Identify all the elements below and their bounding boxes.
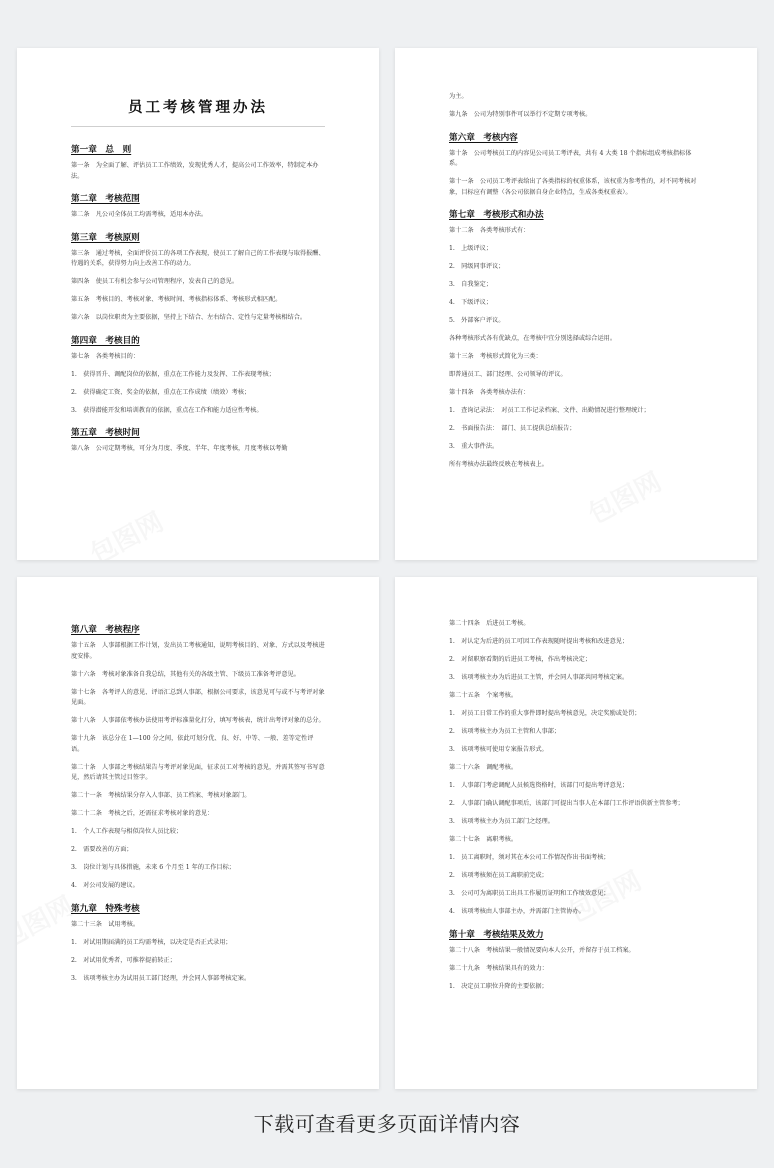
page-content <box>449 92 703 478</box>
paragraph: 3. 该项考核主办为员工部门之经理。 <box>449 818 554 825</box>
paragraph: 2. 书面报告法： 部门、员工提供总结报告； <box>449 425 576 432</box>
chapter-heading: 第一章 总 则 <box>71 145 132 155</box>
paragraph: 第三条 通过考核，全面评价员工的各项工作表现，使员工了解自己的工作表现与取得报酬、待遇的关系，获得努力向上改善工作的动力。 <box>71 249 325 267</box>
document-title: 员工考核管理办法 <box>71 96 325 127</box>
paragraph: 第二十二条 考核之后，还需征求考核对象的意见： <box>71 810 214 817</box>
paragraph: 3. 重大事件法。 <box>449 443 499 450</box>
paragraph: 第一条 为全面了解、评估员工工作绩效，发现优秀人才，提高公司工作效率，特制定本办法。 <box>71 162 319 180</box>
paragraph: 第十条 公司考核员工的内容见公司员工考评表，共有 4 大类 18 个指标组成考核指标体系。 <box>449 149 692 167</box>
paragraph: 2. 人事部门确认调配事项后，该部门可提出当事人在本部门工作评语供新主管参考； <box>449 800 684 807</box>
paragraph: 第十二条 各类考核形式有： <box>449 227 530 234</box>
watermark <box>83 502 169 560</box>
paragraph: 2. 该项考核主办为员工主管和人事部； <box>449 728 561 735</box>
paragraph: 第五条 考核目的、考核对象、考核时间、考核指标体系、考核形式相匹配。 <box>71 296 282 303</box>
paragraph: 所有考核办法最终反映在考核表上。 <box>449 461 548 468</box>
paragraph: 3. 岗位计划与具体措施，未来 6 个月至 1 年的工作目标； <box>71 864 235 871</box>
download-more-caption: 下载可查看更多页面详情内容 <box>253 1112 521 1136</box>
paragraph: 第二十四条 后进员工考核。 <box>449 620 530 627</box>
paragraph: 1. 员工离职时，须对其在本公司工作情况作出书面考核； <box>449 854 610 861</box>
paragraph: 第十五条 人事部根据工作计划，发出员工考核通知，说明考核目的、对象、方式以及考核进度安排。 <box>71 642 325 660</box>
paragraph: 2. 对留职察看期的后进员工考核，作出考核决定； <box>449 656 592 663</box>
paragraph: 为主。 <box>449 93 468 100</box>
paragraph: 3. 该项考核主办为试用员工部门经理，并会同人事部考核定案。 <box>71 974 251 982</box>
chapter-heading: 第六章 考核内容 <box>449 132 518 143</box>
paragraph: 第九条 公司为特别事件可以举行不定期专项考核。 <box>449 111 592 118</box>
paragraph: 第十六条 考核对象准备自我总结，其他有关的各级主管、下级员工准备考评意见。 <box>71 670 300 678</box>
paragraph: 1. 人事部门考虑调配人员候选资格时，该部门可提出考评意见； <box>449 782 629 789</box>
paragraph: 1. 获得晋升、调配岗位的依据，重点在工作能力及发挥、工作表现考核； <box>71 370 275 378</box>
paragraph: 第十七条 各考评人的意见、评语汇总到人事部，根据公司要求，该意见可与或不与考评对象见面。 <box>71 688 325 706</box>
paragraph: 第十九条 该总分在 1—100 分之间，依此可划分优、良、好、中等、一般、差等定性评语。 <box>71 735 314 753</box>
chapter-heading: 第五章 考核时间 <box>71 428 140 438</box>
paragraph: 第十三条 考核形式简化为三类： <box>449 353 542 360</box>
paragraph: 1. 查询记录法： 对员工工作记录档案、文件、出勤情况进行整理统计； <box>449 407 650 414</box>
paragraph: 第八条 公司定期考核，可分为月度、季度、半年、年度考核，月度考核以考勤 <box>71 445 288 452</box>
paragraph: 1. 对员工日常工作的重大事件即时提出考核意见，决定奖励或处罚； <box>449 710 641 717</box>
paragraph: 第二十一条 考核结果分存入人事部、员工档案、考核对象部门。 <box>71 792 251 799</box>
paragraph: 第十四条 各类考核办法有： <box>449 389 530 396</box>
paragraph: 1. 对试用期届满的员工均需考核，以决定是否正式录用； <box>71 938 232 946</box>
paragraph: 各种考核形式各有优缺点，在考核中宜分别选择或综合运用。 <box>449 335 617 342</box>
page-content <box>71 623 325 992</box>
paragraph: 2. 该项考核须在员工离职前完成； <box>449 872 548 879</box>
paragraph: 第四条 使员工有机会参与公司管理程序，发表自己的意见。 <box>71 278 239 285</box>
document-page-1 <box>17 48 379 560</box>
watermark <box>17 886 79 955</box>
chapter-heading: 第二章 考核范围 <box>71 194 140 204</box>
paragraph: 2. 对试用优秀者，可推荐提前转正； <box>71 956 176 964</box>
paragraph: 2. 获得确定工资、奖金的依据，重点在工作成绩（绩效）考核； <box>71 388 251 396</box>
paragraph: 1. 决定员工职位升降的主要依据； <box>449 982 548 990</box>
paragraph: 4. 对公司发展的建议。 <box>71 882 139 889</box>
paragraph: 2. 同级同事评议； <box>449 263 505 270</box>
paragraph: 第十一条 公司员工考评表给出了各类指标的权重体系，该权重为参考性的，对不同考核对象，目标应有调整（各公司依据自身企业特点，生成各类权重表）。 <box>449 178 697 196</box>
chapter-heading: 第八章 考核程序 <box>71 625 140 635</box>
page-content <box>71 94 325 462</box>
paragraph: 第二十六条 调配考核。 <box>449 764 518 771</box>
paragraph: 第二条 凡公司全体员工均需考核，适用本办法。 <box>71 211 208 218</box>
chapter-heading: 第七章 考核形式和办法 <box>449 210 544 220</box>
paragraph: 第二十九条 考核结果具有的效力： <box>449 964 548 972</box>
chapter-heading: 第三章 考核原则 <box>71 232 140 243</box>
paragraph: 3. 公司可为离职员工出具工作履历证明和工作绩效意见； <box>449 890 610 897</box>
paragraph: 4. 下级评议； <box>449 299 493 306</box>
document-page-2 <box>395 48 757 560</box>
paragraph: 2. 需要改善的方面； <box>71 846 133 853</box>
paragraph: 3. 自我鉴定； <box>449 281 493 288</box>
paragraph: 第七条 各类考核目的： <box>71 352 140 360</box>
paragraph: 5. 外部客户评议。 <box>449 317 505 324</box>
paragraph: 第六条 以岗位职责为主要依据，坚持上下结合、左右结合、定性与定量考核相结合。 <box>71 314 307 321</box>
page-content <box>449 619 703 1000</box>
chapter-heading: 第九章 特殊考核 <box>71 903 140 914</box>
paragraph: 第二十三条 试用考核。 <box>71 920 140 928</box>
paragraph: 第二十五条 个案考核。 <box>449 692 518 699</box>
paragraph: 4. 该项考核由人事部主办，并需部门主管协办。 <box>449 908 585 915</box>
paragraph: 第二十七条 离职考核。 <box>449 836 518 843</box>
paragraph: 1. 上级评议； <box>449 245 493 252</box>
paragraph: 3. 该项考核主办为后进员工主管，并会同人事部共同考核定案。 <box>449 674 629 681</box>
document-page-4 <box>395 577 757 1089</box>
paragraph: 即普通员工、部门经理、公司领导的评议。 <box>449 371 567 378</box>
paragraph: 1. 个人工作表现与相似岗位人员比较； <box>71 828 183 835</box>
document-page-3 <box>17 577 379 1089</box>
paragraph: 第十八条 人事部依考核办法使用考评标准量化打分，填写考核表，统计出考评对象的总分。 <box>71 717 325 724</box>
paragraph: 3. 该项考核可使用专案报告形式。 <box>449 746 548 753</box>
paragraph: 1. 对认定为后进的员工可因工作表现随时提出考核和改进意见； <box>449 638 629 645</box>
paragraph: 第二十条 人事部之考核结果告与考评对象见面，征求员工对考核的意见，并需其签写书写意见，然后请其主管过目签字。 <box>71 763 325 781</box>
paragraph: 第二十八条 考核结果一般情况要向本人公开，并留存于员工档案。 <box>449 946 635 954</box>
chapter-heading: 第十章 考核结果及效力 <box>449 929 544 940</box>
chapter-heading: 第四章 考核目的 <box>71 335 140 346</box>
paragraph: 3. 获得潜能开发和培训教育的依据，重点在工作和能力适应性考核。 <box>71 406 263 414</box>
